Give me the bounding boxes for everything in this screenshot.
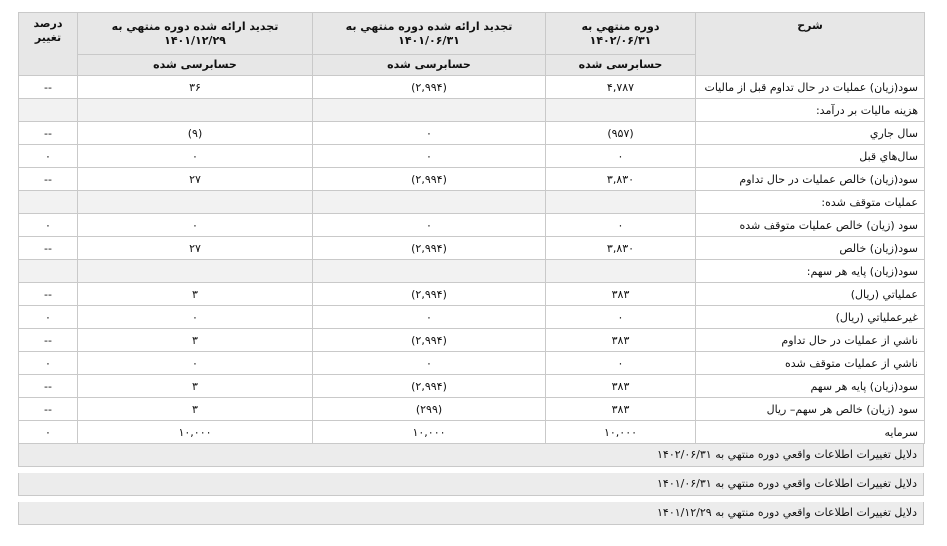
value-change-percent: -- (19, 76, 78, 99)
value-change-percent: -- (19, 398, 78, 421)
financial-report (18, 12, 924, 525)
change-reasons (18, 444, 924, 525)
row-description: غيرعملياتي (ريال) (696, 306, 925, 329)
value-period-1 (546, 191, 696, 214)
row-description: سود(زيان) عمليات در حال تداوم قبل از ماليات (696, 76, 925, 99)
value-period-2 (313, 260, 546, 283)
value-period-2 (313, 99, 546, 122)
value-period-1: ۰ (546, 306, 696, 329)
value-period-2: (۲,۹۹۴) (313, 329, 546, 352)
row-description: ناشي از عمليات متوقف شده (696, 352, 925, 375)
table-row (19, 352, 925, 375)
table-row (19, 214, 925, 237)
value-change-percent (19, 191, 78, 214)
value-change-percent: -- (19, 329, 78, 352)
value-change-percent: -- (19, 168, 78, 191)
value-period-3: ۳ (78, 283, 313, 306)
value-period-3: ۰ (78, 352, 313, 375)
value-period-1: ۳۸۳ (546, 398, 696, 421)
value-change-percent: ۰ (19, 145, 78, 168)
value-period-1 (546, 99, 696, 122)
header-description: شرح (696, 13, 925, 76)
value-period-3: ۳ (78, 329, 313, 352)
table-body (19, 76, 925, 444)
audit-status-1: حسابرسی شده (546, 55, 696, 76)
income-statement-table (18, 12, 925, 444)
value-period-3: (۹) (78, 122, 313, 145)
value-period-1: ۱۰,۰۰۰ (546, 421, 696, 444)
value-period-2: (۲,۹۹۴) (313, 237, 546, 260)
table-row (19, 398, 925, 421)
value-period-1: ۴,۷۸۷ (546, 76, 696, 99)
row-description: سال جاري (696, 122, 925, 145)
table-row (19, 191, 925, 214)
value-period-2: ۰ (313, 306, 546, 329)
value-period-2: ۰ (313, 145, 546, 168)
value-period-1: ۰ (546, 352, 696, 375)
change-reason-1401-12-29[interactable]: دلایل تغییرات اطلاعات واقعي دوره منتهي به ۱۴۰۱/۱۲/۲۹ (18, 502, 924, 525)
header-change-percent: درصد تغيير (19, 13, 78, 76)
table-row (19, 375, 925, 398)
value-period-2: (۲,۹۹۴) (313, 283, 546, 306)
value-period-2: (۲,۹۹۴) (313, 76, 546, 99)
table-row (19, 306, 925, 329)
value-period-1: (۹۵۷) (546, 122, 696, 145)
row-description: هزينه ماليات بر درآمد: (696, 99, 925, 122)
audit-status-2: حسابرسی شده (313, 55, 546, 76)
table-row (19, 421, 925, 444)
header-period-1401-06-31: تجديد ارائه شده دوره منتهي به ۱۴۰۱/۰۶/۳۱ (313, 13, 546, 55)
table-row (19, 122, 925, 145)
header-period-1401-12-29: تجديد ارائه شده دوره منتهي به ۱۴۰۱/۱۲/۲۹ (78, 13, 313, 55)
table-row (19, 168, 925, 191)
value-period-3 (78, 99, 313, 122)
value-change-percent: -- (19, 237, 78, 260)
value-period-1: ۳۸۳ (546, 375, 696, 398)
change-reason-1402-06-31[interactable]: دلایل تغییرات اطلاعات واقعي دوره منتهي به ۱۴۰۲/۰۶/۳۱ (18, 444, 924, 467)
header-period-1402-06-31: دوره منتهي به ۱۴۰۲/۰۶/۳۱ (546, 13, 696, 55)
value-change-percent: -- (19, 122, 78, 145)
value-period-3 (78, 260, 313, 283)
value-change-percent (19, 99, 78, 122)
row-description: سال‌هاي قبل (696, 145, 925, 168)
value-period-3: ۰ (78, 145, 313, 168)
value-period-1: ۰ (546, 214, 696, 237)
value-period-1 (546, 260, 696, 283)
value-period-1: ۳۸۳ (546, 283, 696, 306)
value-change-percent: ۰ (19, 214, 78, 237)
value-period-3 (78, 191, 313, 214)
value-change-percent: -- (19, 375, 78, 398)
change-reason-1401-06-31[interactable]: دلایل تغییرات اطلاعات واقعي دوره منتهي به ۱۴۰۱/۰۶/۳۱ (18, 473, 924, 496)
value-period-3: ۳ (78, 375, 313, 398)
value-period-1: ۳۸۳ (546, 329, 696, 352)
row-description: ناشي از عمليات در حال تداوم (696, 329, 925, 352)
value-change-percent: ۰ (19, 421, 78, 444)
value-period-1: ۳,۸۳۰ (546, 168, 696, 191)
row-description: سود (زيان) خالص عمليات متوقف شده (696, 214, 925, 237)
value-period-3: ۲۷ (78, 168, 313, 191)
value-period-2: (۲۹۹) (313, 398, 546, 421)
row-description: سود (زيان) خالص هر سهم– ريال (696, 398, 925, 421)
row-description: سود(زيان) پايه هر سهم: (696, 260, 925, 283)
row-description: عملياتي (ريال) (696, 283, 925, 306)
row-description: سود(زيان) پايه هر سهم (696, 375, 925, 398)
value-change-percent: -- (19, 283, 78, 306)
value-period-2: ۰ (313, 122, 546, 145)
table-row (19, 237, 925, 260)
table-row (19, 145, 925, 168)
value-period-2: ۰ (313, 214, 546, 237)
table-row (19, 260, 925, 283)
value-change-percent (19, 260, 78, 283)
value-period-3: ۰ (78, 306, 313, 329)
table-row (19, 76, 925, 99)
row-description: سرمايه (696, 421, 925, 444)
value-period-2: (۲,۹۹۴) (313, 168, 546, 191)
value-period-2: ۰ (313, 352, 546, 375)
table-row (19, 99, 925, 122)
value-period-2 (313, 191, 546, 214)
audit-status-3: حسابرسی شده (78, 55, 313, 76)
value-period-2: ۱۰,۰۰۰ (313, 421, 546, 444)
value-period-3: ۱۰,۰۰۰ (78, 421, 313, 444)
value-change-percent: ۰ (19, 306, 78, 329)
value-period-3: ۲۷ (78, 237, 313, 260)
value-period-1: ۰ (546, 145, 696, 168)
row-description: عمليات متوقف شده: (696, 191, 925, 214)
value-change-percent: ۰ (19, 352, 78, 375)
value-period-3: ۳ (78, 398, 313, 421)
value-period-1: ۳,۸۳۰ (546, 237, 696, 260)
value-period-3: ۳۶ (78, 76, 313, 99)
value-period-3: ۰ (78, 214, 313, 237)
row-description: سود(زيان) خالص عمليات در حال تداوم (696, 168, 925, 191)
value-period-2: (۲,۹۹۴) (313, 375, 546, 398)
table-row (19, 329, 925, 352)
row-description: سود(زيان) خالص (696, 237, 925, 260)
table-row (19, 283, 925, 306)
